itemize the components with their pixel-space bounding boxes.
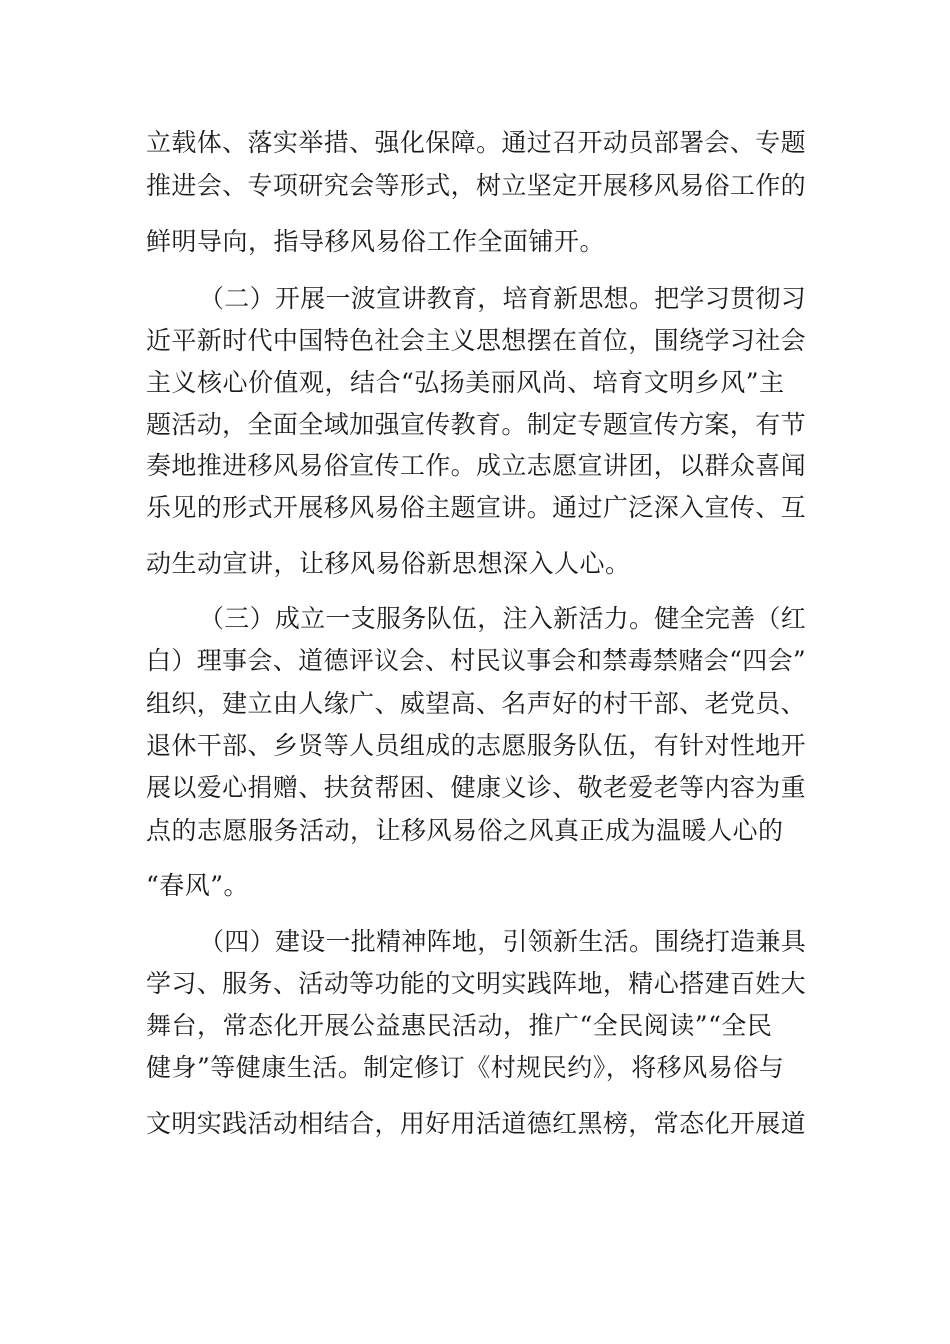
paragraph-heading-3: （三）成立一支服务队伍，注入新活力。健全完善（红 — [199, 604, 807, 633]
text-line: 舞台，常态化开展公益惠民活动，推广“全民阅读”“全民 — [146, 1011, 773, 1040]
text-line: “春风”。 — [146, 871, 250, 900]
text-line: 题活动，全面全域加强宣传教育。制定专题宣传方案，有节 — [146, 410, 807, 439]
text-line: 立载体、落实举措、强化保障。通过召开动员部署会、专题 — [146, 128, 807, 157]
text-line: 鲜明导向，指导移风易俗工作全面铺开。 — [146, 227, 606, 256]
text-line: 健身”等健康生活。制定修订《村规民约》，将移风易俗与 — [146, 1053, 785, 1082]
text-line: 主义核心价值观，结合“弘扬美丽风尚、培育文明乡风”主 — [146, 368, 785, 397]
paragraph-heading-2: （二）开展一波宣讲教育，培育新思想。把学习贯彻习 — [199, 284, 807, 313]
text-line: 近平新时代中国特色社会主义思想摆在首位，围绕学习社会 — [146, 326, 807, 355]
text-line: 推进会、专项研究会等形式，树立坚定开展移风易俗工作的 — [146, 171, 807, 200]
paragraph-heading-4: （四）建设一批精神阵地，引领新生活。围绕打造兼具 — [199, 927, 807, 956]
text-line: 展以爱心捐赠、扶贫帮困、健康义诊、敬老爱老等内容为重 — [146, 773, 807, 802]
text-line: 文明实践活动相结合，用好用活道德红黑榜，常态化开展道 — [146, 1109, 807, 1138]
text-line: 退休干部、乡贤等人员组成的志愿服务队伍，有针对性地开 — [146, 731, 807, 760]
text-line: 白）理事会、道德评议会、村民议事会和禁毒禁赌会“四会” — [146, 646, 807, 675]
text-line: 乐见的形式开展移风易俗主题宣讲。通过广泛深入宣传、互 — [146, 493, 807, 522]
text-line: 学习、服务、活动等功能的文明实践阵地，精心搭建百姓大 — [146, 969, 807, 998]
text-line: 奏地推进移风易俗宣传工作。成立志愿宣讲团，以群众喜闻 — [146, 451, 807, 480]
text-line: 组织，建立由人缘广、威望高、名声好的村干部、老党员、 — [146, 689, 807, 718]
text-line: 动生动宣讲，让移风易俗新思想深入人心。 — [146, 549, 631, 578]
text-line: 点的志愿服务活动，让移风易俗之风真正成为温暖人心的 — [146, 816, 784, 845]
